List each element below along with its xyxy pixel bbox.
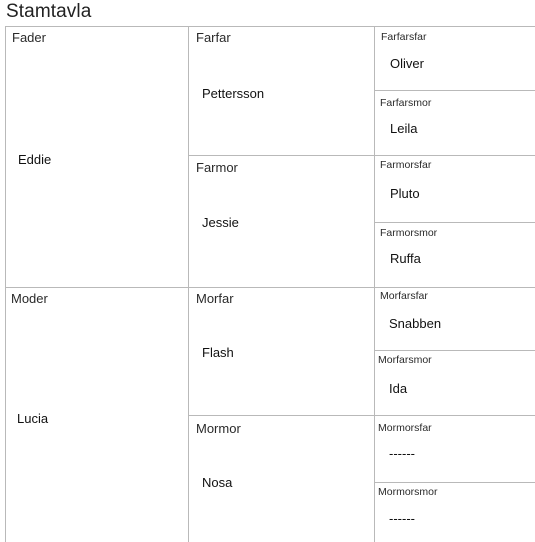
row-divider-farfar-farmor [188, 155, 535, 156]
row-divider-g3-2 [374, 222, 535, 223]
farfar-label: Farfar [196, 30, 231, 45]
mormor-name: Nosa [202, 475, 233, 490]
farmorsfar-name: Pluto [390, 186, 420, 201]
row-divider-g3-1 [374, 90, 535, 91]
column-divider-1 [5, 26, 6, 542]
morfarsmor-name: Ida [389, 381, 408, 396]
fader-label: Fader [12, 30, 46, 45]
mormorsfar-label: Mormorsfar [378, 422, 432, 434]
farfarsfar-label: Farfarsfar [381, 31, 427, 43]
farmor-label: Farmor [196, 160, 238, 175]
mormorsmor-label: Mormorsmor [378, 486, 438, 498]
farmorsfar-label: Farmorsfar [380, 159, 432, 171]
morfar-label: Morfar [196, 291, 234, 306]
mormorsfar-name: ------ [389, 446, 415, 461]
row-divider-g3-4 [374, 482, 535, 483]
row-divider-parents [5, 287, 535, 288]
farfarsmor-label: Farfarsmor [380, 97, 432, 109]
farfar-name: Pettersson [202, 86, 265, 101]
morfarsmor-label: Morfarsmor [378, 354, 432, 366]
mormor-label: Mormor [196, 421, 241, 436]
fader-name: Eddie [18, 152, 52, 167]
moder-name: Lucia [17, 411, 49, 426]
farmorsmor-name: Ruffa [390, 251, 421, 266]
row-divider-g3-3 [374, 350, 535, 351]
morfarsfar-name: Snabben [389, 316, 442, 331]
farmor-name: Jessie [202, 215, 239, 230]
morfar-name: Flash [202, 345, 234, 360]
column-divider-3 [374, 26, 375, 542]
farfarsfar-name: Oliver [390, 56, 424, 71]
morfarsfar-label: Morfarsfar [380, 290, 428, 302]
mormorsmor-name: ------ [389, 511, 415, 526]
moder-label: Moder [11, 291, 48, 306]
farfarsmor-name: Leila [390, 121, 418, 136]
column-divider-2 [188, 26, 189, 542]
farmorsmor-label: Farmorsmor [380, 227, 438, 239]
page-title: Stamtavla [6, 1, 92, 22]
row-divider-morfar-mormor [188, 415, 535, 416]
top-border [5, 26, 535, 27]
